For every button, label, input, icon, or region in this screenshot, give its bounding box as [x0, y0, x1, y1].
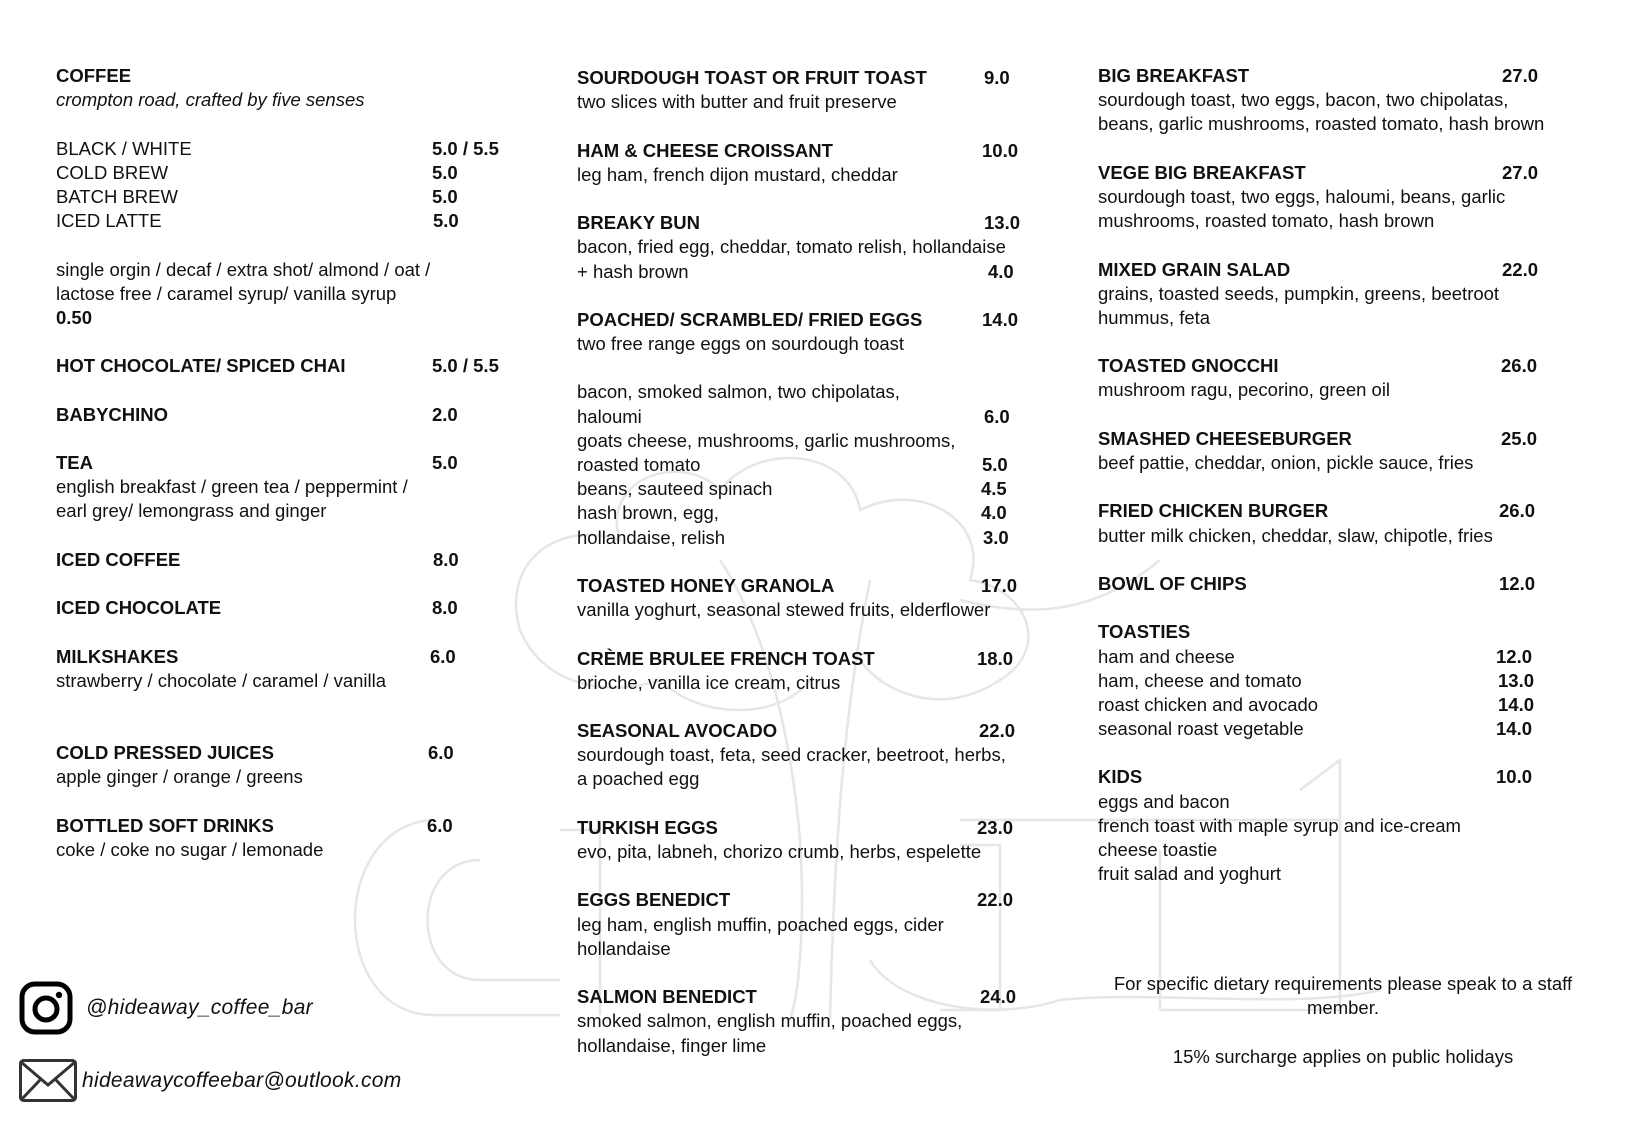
item-name: TOASTED HONEY GRANOLA [577, 574, 835, 596]
menu-item [577, 574, 1037, 598]
menu-item [56, 161, 516, 185]
item-name: FRIED CHICKEN BURGER [1098, 500, 1329, 522]
item-price: 22.0 [1502, 258, 1539, 280]
item-desc: grains, toasted seeds, pumpkin, greens, beetroot [1098, 282, 1500, 304]
item-desc: vanilla yoghurt, seasonal stewed fruits, elderflower [577, 599, 991, 621]
side-item [577, 405, 1037, 429]
instagram-icon [18, 980, 74, 1036]
item-name: ICED CHOCOLATE [56, 597, 222, 619]
item-name: ICED COFFEE [56, 548, 181, 570]
kids-price: 10.0 [1496, 766, 1533, 788]
item-desc: earl grey/ lemongrass and ginger [56, 500, 327, 522]
item-name: ham and cheese [1098, 645, 1235, 667]
menu-item [577, 647, 1037, 671]
item-desc: leg ham, french dijon mustard, cheddar [577, 163, 898, 185]
item-desc: strawberry / chocolate / caramel / vanilla [56, 669, 387, 691]
side-desc: goats cheese, mushrooms, garlic mushrooms, [577, 429, 956, 451]
item-desc: apple ginger / orange / greens [56, 766, 303, 788]
item-price: 27.0 [1502, 65, 1539, 86]
item-price: 2.0 [432, 403, 458, 425]
item-desc: sourdough toast, feta, seed cracker, beetroot, herbs, [577, 744, 1006, 766]
item-price: 6.0 [427, 814, 453, 836]
item-price: 5.0 / 5.5 [432, 137, 499, 159]
kids-item: french toast with maple syrup and ice-cream [1098, 814, 1461, 836]
side-desc: bacon, smoked salmon, two chipolatas, [577, 381, 900, 403]
item-price: 13.0 [1498, 669, 1535, 691]
menu-item [1098, 258, 1578, 282]
addon-name: + hash brown [577, 260, 689, 282]
dietary-note: For specific dietary requirements please speak to a staff [1113, 973, 1573, 994]
item-desc: sourdough toast, two eggs, haloumi, beans, garlic [1098, 185, 1506, 207]
item-price: 8.0 [433, 548, 459, 570]
menu-item [577, 139, 1037, 163]
item-price: 6.0 [430, 645, 456, 667]
side-price: 6.0 [984, 405, 1010, 427]
item-price: 26.0 [1499, 500, 1536, 522]
item-name: SOURDOUGH TOAST OR FRUIT TOAST [577, 67, 927, 88]
item-price: 9.0 [984, 67, 1010, 88]
side-item [577, 477, 1037, 501]
coffee-extras: single orgin / decaf / extra shot/ almond / oat / [56, 258, 431, 280]
menu-item [577, 308, 1037, 332]
item-name: ham, cheese and tomato [1098, 669, 1302, 691]
side-price: 5.0 [982, 454, 1008, 475]
item-name: BABYCHINO [56, 403, 169, 425]
item-price: 24.0 [980, 986, 1017, 1008]
item-price: 22.0 [977, 889, 1014, 911]
item-price: 12.0 [1499, 572, 1536, 594]
item-price: 18.0 [977, 647, 1014, 669]
item-name: BLACK / WHITE [56, 137, 192, 159]
kids-item: cheese toastie [1098, 839, 1218, 860]
item-desc: beef pattie, cheddar, onion, pickle sauce, fries [1098, 452, 1474, 473]
item-name: HOT CHOCOLATE/ SPICED CHAI [56, 355, 346, 377]
menu-item [577, 211, 1037, 235]
menu-item [577, 816, 1037, 840]
item-price: 27.0 [1502, 161, 1539, 183]
item-desc: brioche, vanilla ice cream, citrus [577, 671, 841, 693]
item-name: seasonal roast vegetable [1098, 718, 1304, 740]
item-price: 14.0 [1498, 693, 1535, 715]
section-title-kids [1098, 765, 1578, 789]
toastie-item [1098, 717, 1578, 741]
item-price: 26.0 [1501, 355, 1538, 377]
item-desc: sourdough toast, two eggs, bacon, two chipolatas, [1098, 89, 1509, 111]
item-name: VEGE BIG BREAKFAST [1098, 161, 1306, 183]
item-price: 5.0 [432, 452, 458, 473]
item-name: TEA [56, 452, 93, 473]
item-price: 8.0 [432, 597, 458, 619]
item-price: 12.0 [1496, 645, 1533, 667]
side-price: 4.5 [981, 478, 1007, 500]
item-price: 14.0 [982, 308, 1019, 330]
item-name: roast chicken and avocado [1098, 693, 1319, 715]
item-desc: leg ham, english muffin, poached eggs, cider [577, 913, 944, 935]
mains-column [1098, 64, 1578, 886]
menu-item [56, 209, 516, 233]
item-price: 17.0 [981, 574, 1018, 596]
item-name: TURKISH EGGS [577, 816, 718, 838]
menu-item [577, 888, 1037, 912]
drinks-column [56, 64, 516, 862]
menu-item [1098, 427, 1578, 451]
menu-item [1098, 572, 1578, 596]
item-desc: butter milk chicken, cheddar, slaw, chipotle, fries [1098, 524, 1493, 546]
item-desc: beans, garlic mushrooms, roasted tomato, hash brown [1098, 113, 1545, 135]
menu-item [577, 66, 1037, 90]
item-desc: a poached egg [577, 768, 700, 790]
side-item [577, 453, 1037, 477]
instagram-link[interactable] [18, 980, 313, 1036]
menu-item [56, 814, 516, 838]
menu-item [56, 645, 516, 669]
item-desc: two slices with butter and fruit preserve [577, 91, 897, 113]
dietary-note: member. [1307, 997, 1379, 1019]
section-title-coffee: COFFEE [56, 65, 132, 86]
kids-item: eggs and bacon [1098, 790, 1230, 812]
item-desc: hollandaise [577, 937, 671, 959]
item-desc: smoked salmon, english muffin, poached eggs, [577, 1010, 963, 1032]
side-name: hollandaise, relish [577, 526, 726, 548]
item-price: 13.0 [984, 212, 1021, 234]
item-desc: hummus, feta [1098, 306, 1211, 328]
item-name: SALMON BENEDICT [577, 986, 757, 1008]
item-price: 23.0 [977, 816, 1014, 838]
item-price: 25.0 [1501, 427, 1538, 449]
item-desc: english breakfast / green tea / peppermint / [56, 476, 408, 498]
side-name: haloumi [577, 405, 642, 427]
side-item [577, 501, 1037, 525]
item-price: 14.0 [1496, 718, 1533, 740]
item-price: 5.0 / 5.5 [432, 355, 499, 377]
menu-item [1098, 354, 1578, 378]
item-name: BOTTLED SOFT DRINKS [56, 814, 274, 836]
item-price: 5.0 [432, 185, 458, 207]
kids-title: KIDS [1098, 766, 1143, 788]
menu-item [1098, 161, 1578, 185]
email-link[interactable] [18, 1058, 402, 1104]
menu-item [577, 719, 1037, 743]
item-name: TOASTED GNOCCHI [1098, 355, 1279, 377]
item-price: 22.0 [979, 720, 1016, 742]
menu-item [56, 185, 516, 209]
side-price: 4.0 [981, 502, 1007, 524]
item-desc: mushrooms, roasted tomato, hash brown [1098, 210, 1435, 232]
toastie-item [1098, 693, 1578, 717]
instagram-handle[interactable]: @hideaway_coffee_bar [86, 995, 313, 1019]
menu-item [56, 741, 516, 765]
item-price: 10.0 [982, 139, 1019, 161]
item-desc: hollandaise, finger lime [577, 1034, 767, 1056]
surcharge-note: 15% surcharge applies on public holidays [1172, 1045, 1514, 1067]
item-name: MIXED GRAIN SALAD [1098, 258, 1291, 280]
item-price: 5.0 [433, 210, 459, 232]
side-price: 3.0 [983, 526, 1009, 548]
item-name: BREAKY BUN [577, 212, 701, 234]
item-name: BIG BREAKFAST [1098, 65, 1250, 86]
menu-item [56, 354, 516, 378]
email-address[interactable]: hideawaycoffeebar@outlook.com [82, 1068, 402, 1092]
breakfast-column [577, 66, 1037, 1058]
menu-item [56, 137, 516, 161]
section-title-toasties: TOASTIES [1098, 621, 1191, 643]
item-desc: evo, pita, labneh, chorizo crumb, herbs, espelette [577, 841, 982, 862]
item-name: SMASHED CHEESEBURGER [1098, 427, 1352, 449]
item-name: CRÈME BRULEE FRENCH TOAST [577, 647, 875, 669]
extras-price: 0.50 [56, 306, 93, 328]
envelope-icon [18, 1058, 78, 1104]
side-item [577, 526, 1037, 550]
side-name: roasted tomato [577, 454, 701, 475]
coffee-extras: lactose free / caramel syrup/ vanilla syrup [56, 282, 397, 304]
menu-item [1098, 499, 1578, 523]
side-name: hash brown, egg, [577, 502, 719, 524]
toastie-item [1098, 645, 1578, 669]
item-price: 6.0 [428, 742, 454, 764]
coffee-subtitle: crompton road, crafted by five senses [56, 89, 365, 111]
item-desc: mushroom ragu, pecorino, green oil [1098, 379, 1391, 401]
menu-item [56, 548, 516, 572]
item-name: COLD BREW [56, 161, 169, 183]
menu-item [56, 596, 516, 620]
item-name: ICED LATTE [56, 210, 162, 232]
item-name: MILKSHAKES [56, 645, 179, 667]
menu-item [577, 985, 1037, 1009]
menu-item [56, 451, 516, 475]
toastie-item [1098, 669, 1578, 693]
menu-item [1098, 64, 1578, 88]
item-name: BOWL OF CHIPS [1098, 572, 1247, 594]
menu-item [56, 403, 516, 427]
side-name: beans, sauteed spinach [577, 478, 773, 500]
kids-item: fruit salad and yoghurt [1098, 863, 1282, 885]
item-name: HAM & CHEESE CROISSANT [577, 139, 833, 161]
item-desc: bacon, fried egg, cheddar, tomato relish, hollandaise [577, 236, 1006, 258]
item-desc: two free range eggs on sourdough toast [577, 333, 905, 355]
item-name: EGGS BENEDICT [577, 889, 731, 911]
item-desc: coke / coke no sugar / lemonade [56, 839, 324, 860]
item-name: SEASONAL AVOCADO [577, 720, 778, 742]
addon [577, 260, 1037, 284]
item-name: POACHED/ SCRAMBLED/ FRIED EGGS [577, 308, 923, 330]
footer-notes [1098, 972, 1588, 1069]
addon-price: 4.0 [988, 260, 1014, 282]
item-name: BATCH BREW [56, 185, 178, 207]
item-price: 5.0 [432, 161, 458, 183]
item-name: COLD PRESSED JUICES [56, 742, 274, 764]
